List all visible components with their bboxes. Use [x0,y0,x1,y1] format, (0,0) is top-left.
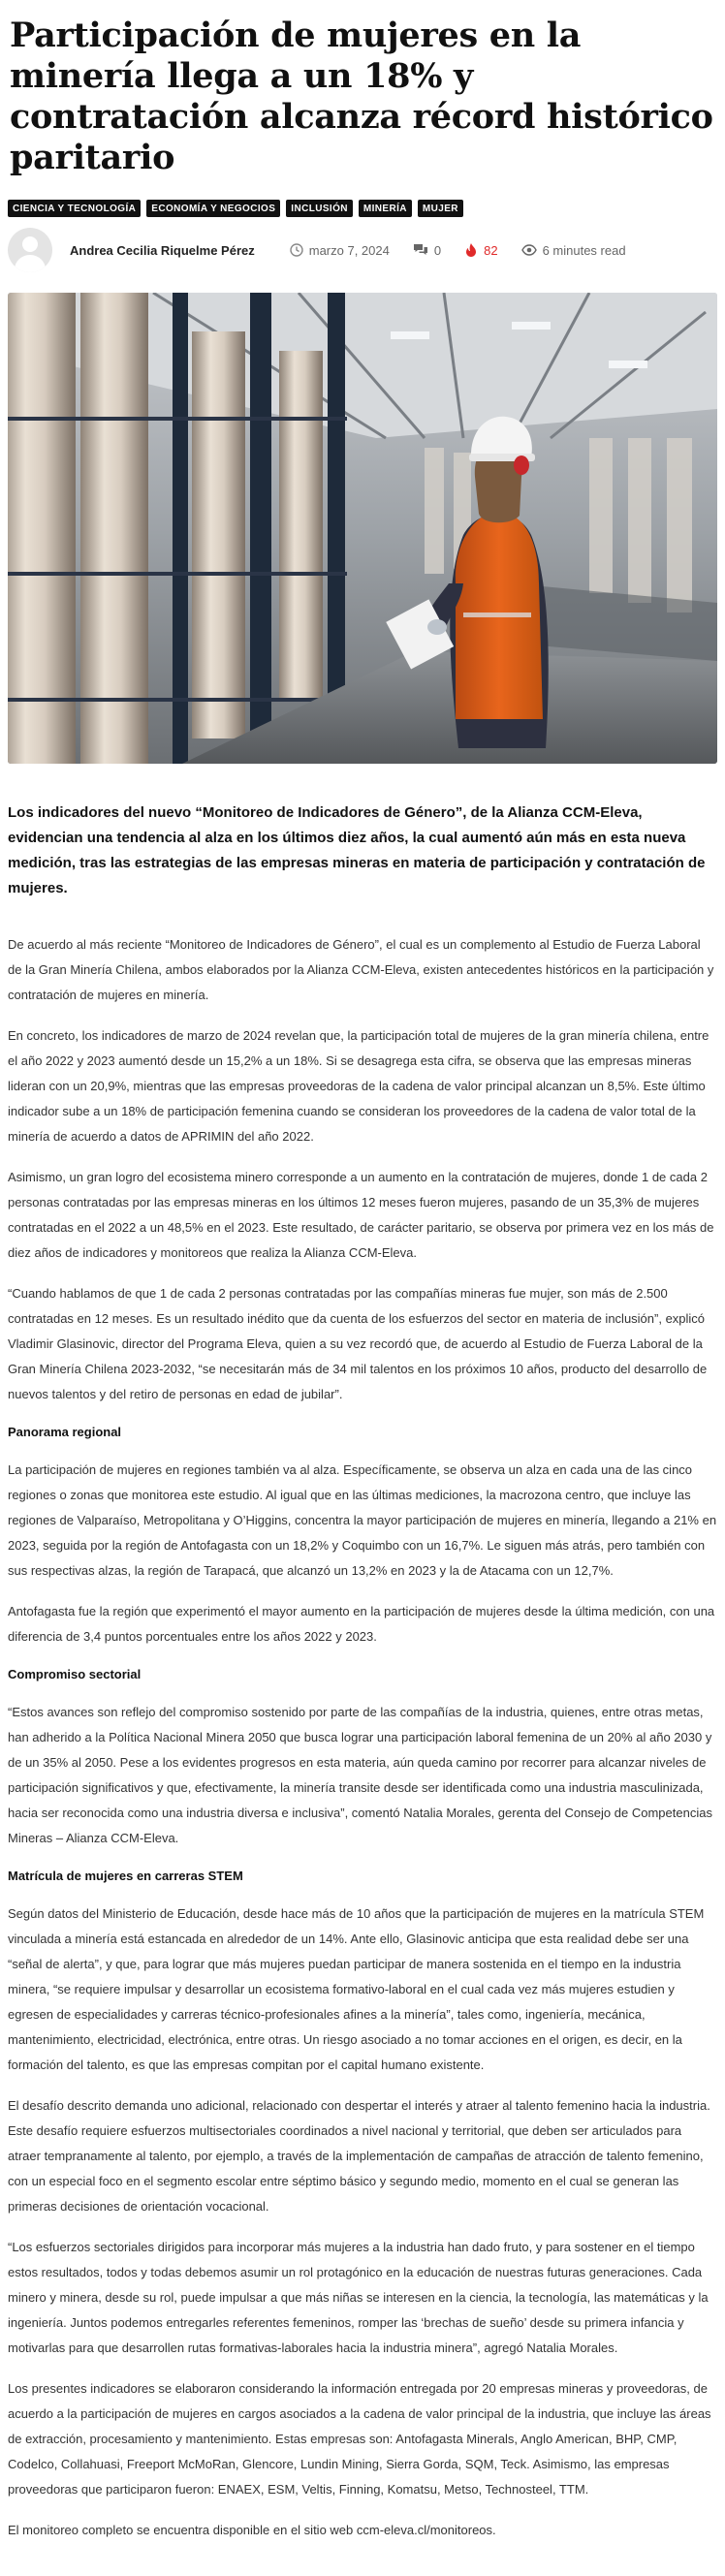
comments-meta[interactable] [413,243,441,258]
read-time-meta [521,243,626,258]
section-heading: Matrícula de mujeres en carreras STEM [8,1869,243,1883]
clock-icon [290,243,303,257]
paragraph: “Estos avances son reflejo del compromiso sostenido por parte de las compañías de la industria, quienes, entre otras metas, han adherido a la Política Nacional Minera 2050 que busca lograr una participación laboral femenina de un 20% al año 2030 y de un 35% al 2050. Pese a los evidentes progresos en esta materia, aún queda camino por recorrer para alcanzar niveles de participación significativos y que, efectivamente, la minería transite desde ser identificada como una industria masculinizada, hacia ser reconocida como una industria diversa e inclusiva”, comentó Natalia Morales, gerenta del Consejo de Competencias Mineras – Alianza CCM-Eleva. [8,1705,712,1845]
section-heading: Compromiso sectorial [8,1667,142,1681]
tag-economia[interactable]: ECONOMÍA Y NEGOCIOS [146,200,280,217]
avatar[interactable] [8,228,52,272]
paragraph: Asimismo, un gran logro del ecosistema minero corresponde a un aumento en la contratación de mujeres, donde 1 de cada 2 personas contratadas por las empresas mineras en los últimos 12 meses fueron mujeres, pasando de un 35,3% de mujeres contratadas en el 2022 a un 48,5% en el 2023. Este resultado, de carácter paritario, se observa por primera vez en los más de diez años de indicadores y monitoreos que realiza la Alianza CCM-Eleva. [8,1170,714,1260]
article-meta [8,227,717,273]
comment-count: 0 [433,242,442,258]
tag-mineria[interactable]: MINERÍA [359,200,412,217]
post-date: marzo 7, 2024 [308,242,390,258]
tag-inclusion[interactable]: INCLUSIÓN [286,200,353,217]
views-meta [464,242,497,258]
hero-image [8,293,717,764]
author-name[interactable]: Andrea Cecilia Riquelme Pérez [70,242,255,258]
date-meta [290,243,390,258]
paragraph: Según datos del Ministerio de Educación, desde hace más de 10 años que la participación de mujeres en la matrícula STEM vinculada a minería está estancada en alrededor de un 14%. Ante ello, Glasinovic anticipa que esta realidad debe ser una “señal de alerta”, y que, para lograr que más mujeres puedan participar de manera sostenida en el tiempo en la industria minera, “se requiere impulsar y desarrollar un ecosistema formativo-laboral en el cual cada vez más mujeres estudien y egresen de especialidades y carreras técnico-profesionales afines a la minería”, tales como, ingeniería, mecánica, mantenimiento, electricidad, electrónica, entre otras. Un riesgo asociado a no tomar acciones en el origen, es decir, en la formación del talento, es que las empresas compitan por el capital humano existente. [8,1906,705,2072]
tag-list [8,200,717,217]
view-count: 82 [484,242,498,258]
fire-icon [464,242,478,258]
paragraph: “Cuando hablamos de que 1 de cada 2 personas contratadas por las compañías mineras fue mujer, son más de 2.500 contratadas en 12 meses. Es un resultado inédito que da cuenta de los esfuerzos del sector en materia de inclusión”, explicó Vladimir Glasinovic, director del Programa Eleva, quien a su vez recordó que, de acuerdo al Estudio de Fuerza Laboral de la Gran Minería Chilena 2023-2032, “se necesitarán más de 34 mil talentos en los próximos 10 años, producto del desarrollo de nuevos talentos y del retiro de personas en edad de jubilar”. [8,1286,708,1401]
read-time: 6 minutes read [542,242,626,258]
paragraph: La participación de mujeres en regiones también va al alza. Específicamente, se observa un alza en cada una de las cinco regiones o zonas que monitorea este estudio. Al igual que en las últimas mediciones, la macrozona centro, que incluye las regiones de Valparaíso, Metropolitana y O’Higgins, concentra la mayor participación de mujeres en minería, llegando a 21% en 2023, seguida por la región de Antofagasta con un 18,2% y Coquimbo con un 16,7%. Le siguen más atrás, pero también con sus respectivas alzas, la región de Tarapacá, que alcanzó un 13,2% en 2023 y la de Atacama con un 12,7%. [8,1462,717,1578]
tag-mujer[interactable]: MUJER [418,200,463,217]
comments-icon [413,243,428,257]
paragraph: De acuerdo al más reciente “Monitoreo de Indicadores de Género”, el cual es un complemento al Estudio de Fuerza Laboral de la Gran Minería Chilena, ambos elaborados por la Alianza CCM-Eleva, existen antecedentes históricos en la participación y contratación de mujeres en minería. [8,937,714,1002]
article-title: Participación de mujeres en la minería llega a un 18% y contratación alcanza récord histórico paritario [10,16,713,177]
section-heading: Panorama regional [8,1425,122,1439]
paragraph: El monitoreo completo se encuentra disponible en el sitio web ccm-eleva.cl/monitoreos. [8,2523,496,2537]
paragraph: El desafío descrito demanda uno adicional, relacionado con despertar el interés y atraer al talento femenino hacia la industria. Este desafío requiere esfuerzos multisectoriales coordinados a nivel nacional y territorial, que deben ser articulados para atraer tempranamente al talento, por ejemplo, a través de la implementación de campañas de atracción de talento femenino, con un especial foco en el segmento escolar entre séptimo básico y segundo medio, momento en el cual se generan las primeras decisiones de orientación vocacional. [8,2098,710,2214]
tag-ciencia[interactable]: CIENCIA Y TECNOLOGÍA [8,200,141,217]
paragraph: En concreto, los indicadores de marzo de 2024 revelan que, la participación total de mujeres de la gran minería chilena, entre el año 2022 y 2023 aumentó desde un 15,2% a un 18%. Si se desagrega esta cifra, se observa que las empresas mineras lideran con un 20,9%, mientras que las empresas proveedoras de la cadena de valor principal alcanzan un 8,5%. Este último indicador sube a un 18% de participación femenina cuando se consideran los proveedores de la cadena de valor total de la minería de acuerdo a datos de APRIMIN del año 2022. [8,1028,709,1144]
eye-icon [521,244,537,256]
article-body [8,932,717,2543]
paragraph: Antofagasta fue la región que experimentó el mayor aumento en la participación de mujeres desde la última medición, con una diferencia de 3,4 puntos porcentuales entre los años 2022 y 2023. [8,1604,715,1644]
paragraph: “Los esfuerzos sectoriales dirigidos para incorporar más mujeres a la industria han dado fruto, y para sostener en el tiempo estos resultados, todos y todas debemos asumir un rol protagónico en la educación de nuestras futuras generaciones. Cada minero y minera, desde su rol, puede impulsar a que más niñas se interesen en la ciencia, la tecnología, las matemáticas y la ingeniería. Juntos podemos entregarles referentes femeninos, romper las ‘brechas de sueño’ desde su primera infancia y motivarlas para que desarrollen rutas formativas-laborales hacia la industria minera”, agregó Natalia Morales. [8,2240,709,2355]
mining-plant-photo [8,293,717,764]
article-lead: Los indicadores del nuevo “Monitoreo de Indicadores de Género”, de la Alianza CCM-Eleva, evidencian una tendencia al alza en los últimos diez años, la cual aumentó aún más en esta nueva medición, tras las estrategias de las empresas mineras en materia de participación y contratación de mujeres. [8,804,706,896]
paragraph: Los presentes indicadores se elaboraron considerando la información entregada por 20 empresas mineras y proveedoras, de acuerdo a la participación de mujeres en cargos asociados a la cadena de valor principal de la industria, que incluye las áreas de extracción, procesamiento y mantenimiento. Estas empresas son: Antofagasta Minerals, Anglo American, BHP, CMP, Codelco, Collahuasi, Freeport McMoRan, Glencore, Lundin Mining, Sierra Gorda, SQM, Teck. Asimismo, las empresas proveedoras que participaron fueron: ENAEX, ESM, Veltis, Finning, Komatsu, Metso, Technosteel, TTM. [8,2381,711,2497]
